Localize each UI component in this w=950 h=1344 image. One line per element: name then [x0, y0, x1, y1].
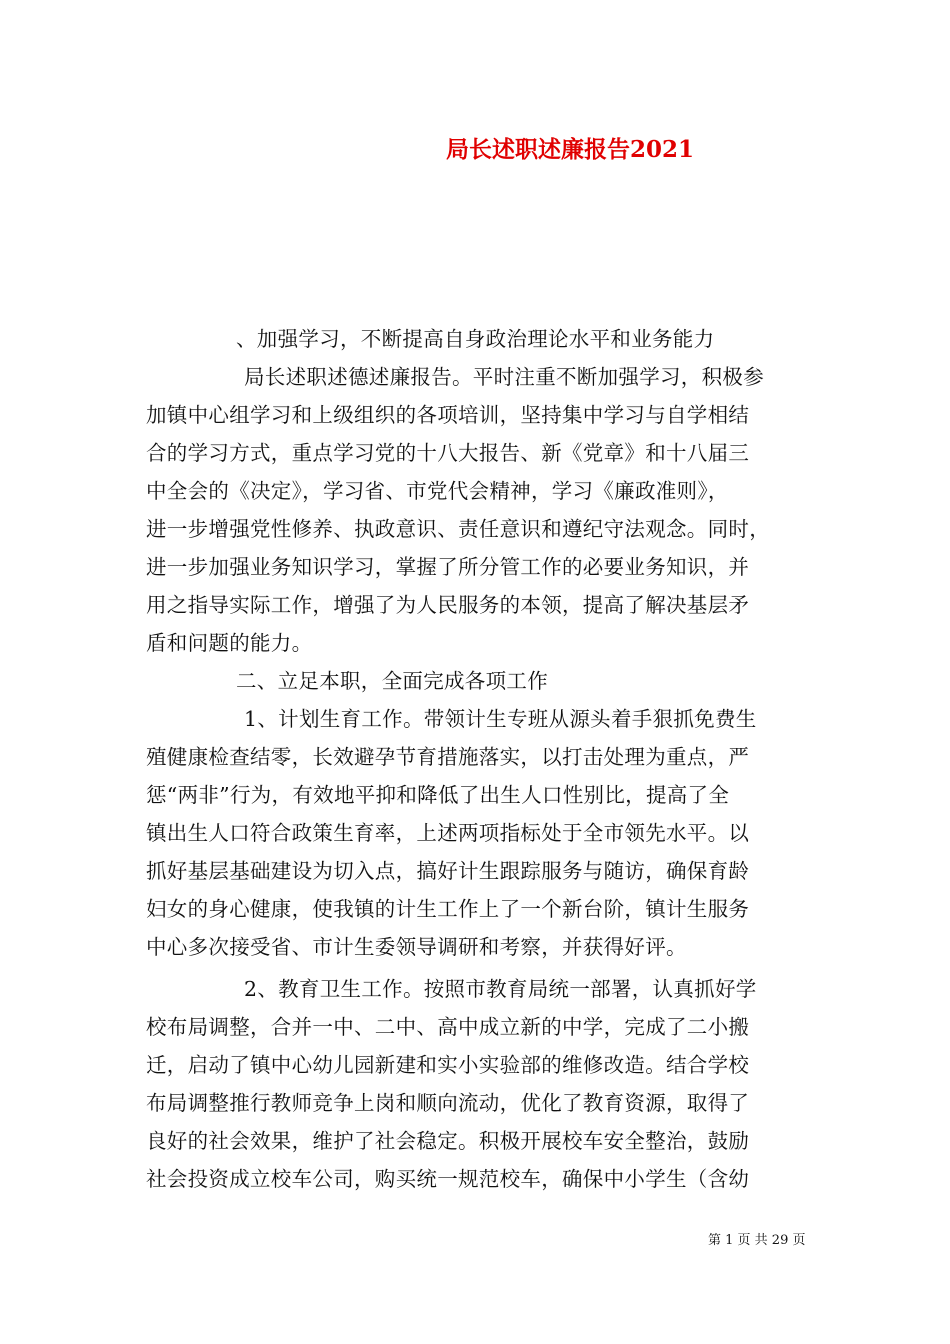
paragraph-line: 校布局调整，合并一中、二中、高中成立新的中学，完成了二小搬 [146, 1015, 750, 1039]
paragraph-line: 中心多次接受省、市计生委领导调研和考察，并获得好评。 [146, 935, 687, 959]
paragraph-line: 殖健康检查结零，长效避孕节育措施落实，以打击处理为重点，严 [146, 745, 750, 769]
paragraph-line: 社会投资成立校车公司，购买统一规范校车，确保中小学生（含幼 [146, 1167, 750, 1191]
paragraph-line: 2、教育卫生工作。按照市教育局统一部署，认真抓好学 [244, 977, 757, 1001]
paragraph-line: 局长述职述德述廉报告。平时注重不断加强学习，积极参 [244, 365, 764, 389]
page-number-footer: 第 1 页 共 29 页 [708, 1233, 806, 1248]
paragraph-line: 镇出生人口符合政策生育率，上述两项指标处于全市领先水平。以 [146, 821, 750, 845]
paragraph-line: 1、计划生育工作。带领计生专班从源头着手狠抓免费生 [244, 707, 757, 731]
document-body [146, 320, 814, 1198]
paragraph-line: 进一步加强业务知识学习，掌握了所分管工作的必要业务知识，并 [146, 555, 750, 579]
section-heading: 、加强学习，不断提高自身政治理论水平和业务能力 [236, 327, 715, 351]
paragraph-line: 迁，启动了镇中心幼儿园新建和实小实验部的维修改造。结合学校 [146, 1053, 750, 1077]
paragraph-line: 进一步增强党性修养、执政意识、责任意识和遵纪守法观念。同时， [146, 517, 770, 541]
document-title: 局长述职述廉报告2021 [446, 136, 695, 163]
paragraph-line: 合的学习方式，重点学习党的十八大报告、新《党章》和十八届三 [146, 441, 750, 465]
paragraph-line: 布局调整推行教师竞争上岗和顺向流动，优化了教育资源，取得了 [146, 1091, 750, 1115]
paragraph-line: 用之指导实际工作，增强了为人民服务的本领，提高了解决基层矛 [146, 593, 750, 617]
section-heading: 二、立足本职，全面完成各项工作 [236, 669, 548, 693]
paragraph-line: 盾和问题的能力。 [146, 631, 313, 655]
paragraph-line: 惩“两非”行为，有效地平抑和降低了出生人口性别比，提高了全 [146, 783, 730, 807]
paragraph-line: 中全会的《决定》，学习省、市党代会精神，学习《廉政准则》， [146, 479, 729, 503]
paragraph-line: 加镇中心组学习和上级组织的各项培训，坚持集中学习与自学相结 [146, 403, 750, 427]
paragraph-line: 抓好基层基础建设为切入点，搞好计生跟踪服务与随访，确保育龄 [146, 859, 750, 883]
paragraph-line: 妇女的身心健康，使我镇的计生工作上了一个新台阶，镇计生服务 [146, 897, 750, 921]
paragraph-line: 良好的社会效果，维护了社会稳定。积极开展校车安全整治，鼓励 [146, 1129, 750, 1153]
